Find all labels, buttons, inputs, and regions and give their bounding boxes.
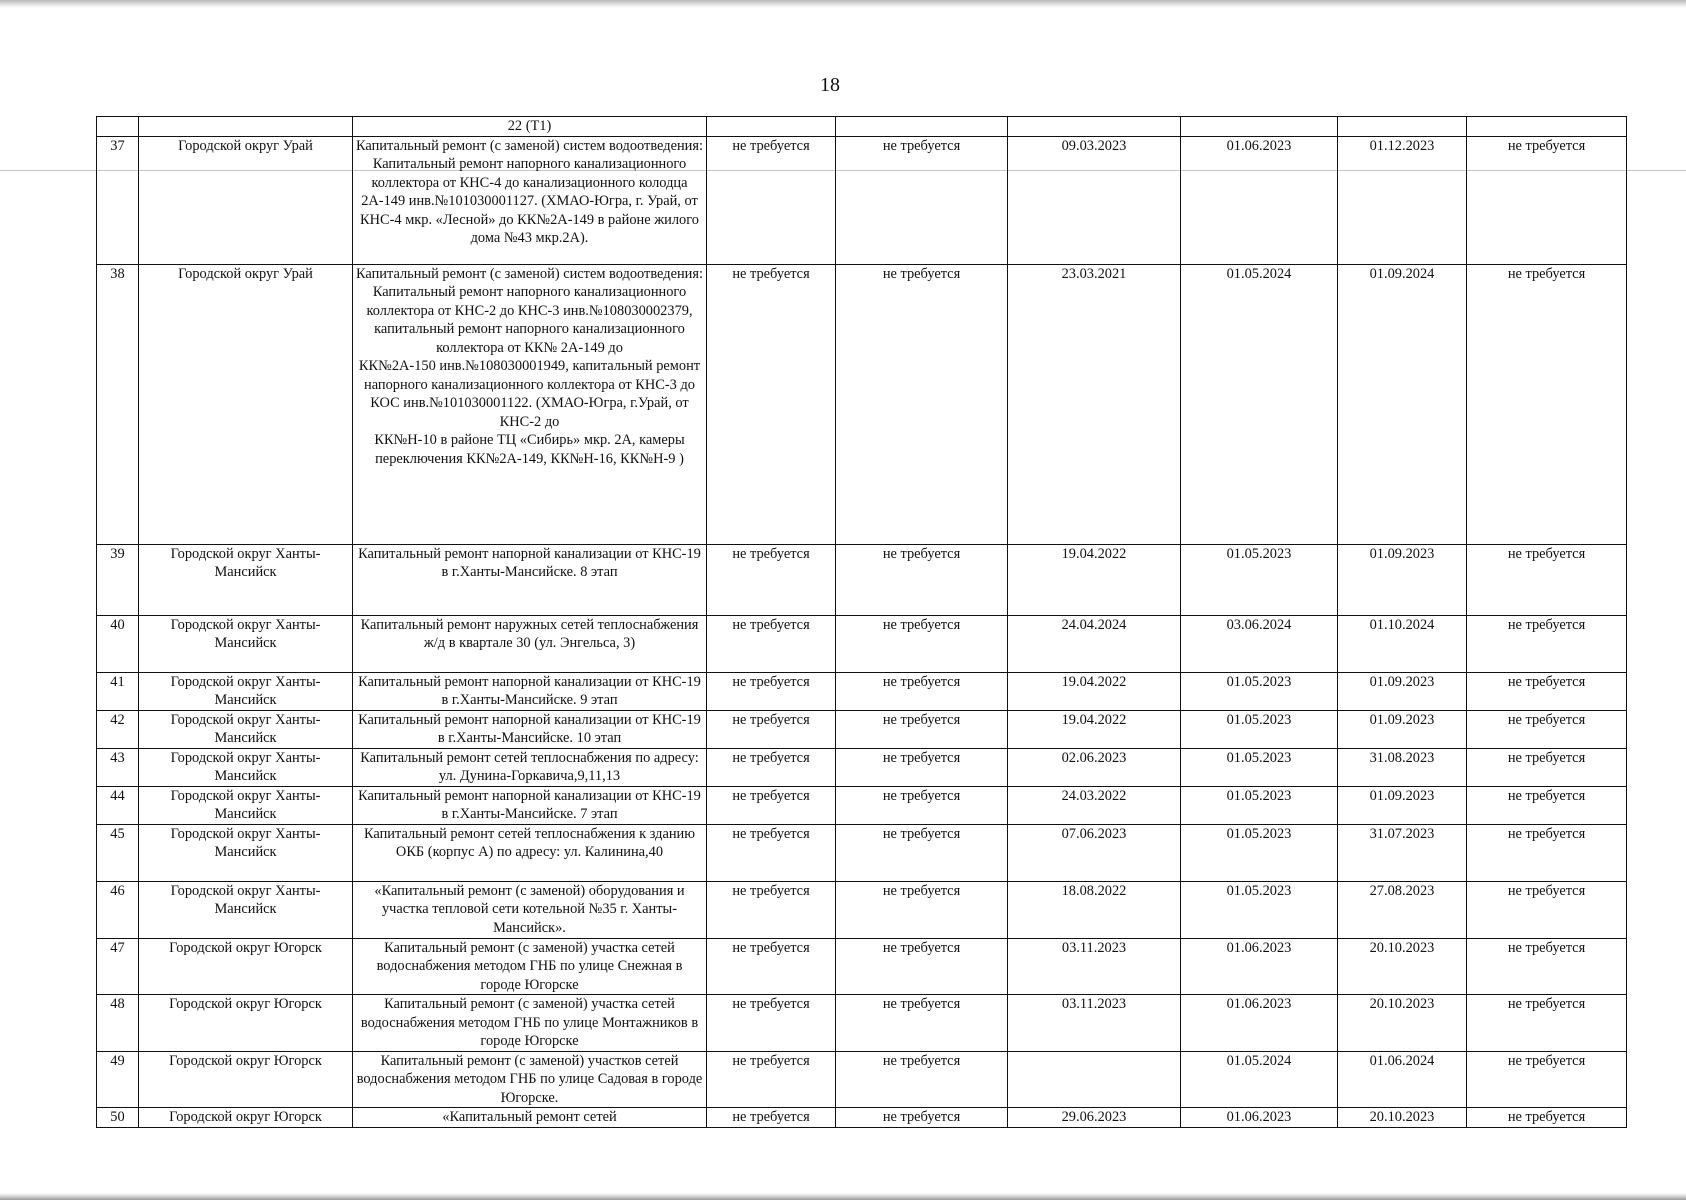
cell-description: «Капитальный ремонт сетей: [353, 1108, 707, 1128]
cell-date-2: 03.06.2024: [1181, 615, 1338, 672]
cell-requirement-1: не требуется: [707, 136, 836, 264]
cell-date-2: 01.05.2023: [1181, 672, 1338, 710]
cell-requirement-2: не требуется: [836, 615, 1008, 672]
table-row: [97, 995, 1627, 1052]
cell-requirement-1: не требуется: [707, 544, 836, 615]
cell-number: 39: [97, 544, 139, 615]
cell-number: 44: [97, 786, 139, 824]
cell-date-2: 01.05.2023: [1181, 881, 1338, 938]
cell-date-2: 01.06.2023: [1181, 1108, 1338, 1128]
cell-date-1: 19.04.2022: [1008, 672, 1181, 710]
cell-date-3: 01.12.2023: [1338, 136, 1467, 264]
scan-edge-top: [0, 0, 1686, 8]
cell-requirement-1: не требуется: [707, 1108, 836, 1128]
table-row: [97, 544, 1627, 615]
cell-requirement-2: не требуется: [836, 748, 1008, 786]
cell-number: 46: [97, 881, 139, 938]
cell-date-2: 01.06.2023: [1181, 136, 1338, 264]
cell-number: [97, 117, 139, 137]
cell-date-1: 19.04.2022: [1008, 544, 1181, 615]
cell-date-2: 01.05.2023: [1181, 710, 1338, 748]
cell-requirement-1: не требуется: [707, 938, 836, 995]
cell-date-3: 01.09.2023: [1338, 710, 1467, 748]
cell-date-1: 09.03.2023: [1008, 136, 1181, 264]
cell-municipality: Городской округ Югорск: [139, 1108, 353, 1128]
cell-date-3: 31.08.2023: [1338, 748, 1467, 786]
cell-description: Капитальный ремонт (с заменой) систем водоотведения: Капитальный ремонт напорного канализационного коллектора от КНС-4 до канализационного колодца 2А-149 инв.№101030001127. (ХМАО-Югра, г. Урай, от КНС-4 мкр. «Лесной» до КК№2А-149 в районе жилого дома №43 мкр.2А).: [353, 136, 707, 264]
cell-description: Капитальный ремонт напорной канализации от КНС-19 в г.Ханты-Мансийске. 7 этап: [353, 786, 707, 824]
cell-municipality: Городской округ Югорск: [139, 1051, 353, 1108]
cell-requirement-2: не требуется: [836, 1108, 1008, 1128]
cell-requirement-3: не требуется: [1467, 615, 1627, 672]
cell-date-2: 01.05.2024: [1181, 1051, 1338, 1108]
cell-requirement-1: не требуется: [707, 710, 836, 748]
cell-municipality: Городской округ Ханты-Мансийск: [139, 544, 353, 615]
scan-edge-bottom: [0, 1193, 1686, 1200]
table-row: [97, 938, 1627, 995]
cell-empty: [1008, 117, 1181, 137]
continuation-row: [97, 117, 1627, 137]
cell-description: Капитальный ремонт напорной канализации от КНС-19 в г.Ханты-Мансийске. 8 этап: [353, 544, 707, 615]
cell-number: 40: [97, 615, 139, 672]
table-row: [97, 710, 1627, 748]
cell-date-1: 24.04.2024: [1008, 615, 1181, 672]
cell-number: 41: [97, 672, 139, 710]
cell-date-3: 01.09.2023: [1338, 544, 1467, 615]
cell-date-1: 29.06.2023: [1008, 1108, 1181, 1128]
cell-requirement-3: не требуется: [1467, 136, 1627, 264]
cell-number: 47: [97, 938, 139, 995]
cell-requirement-1: не требуется: [707, 824, 836, 881]
cell-municipality: Городской округ Ханты-Мансийск: [139, 615, 353, 672]
cell-empty: [707, 117, 836, 137]
cell-requirement-1: не требуется: [707, 615, 836, 672]
cell-date-1: 18.08.2022: [1008, 881, 1181, 938]
cell-requirement-3: не требуется: [1467, 881, 1627, 938]
cell-requirement-3: не требуется: [1467, 710, 1627, 748]
cell-number: 50: [97, 1108, 139, 1128]
cell-description: Капитальный ремонт (с заменой) систем водоотведения: Капитальный ремонт напорного канализационного коллектора от КНС-2 до КНС-3 инв.№108030002379, капитальный ремонт напорного канализационного коллектора от КК№ 2А-149 до КК№2А-150 инв.№108030001949, капитальный ремонт напорного канализационного коллектора от КНС-3 до КОС инв.№101030001122. (ХМАО-Югра, г.Урай, от КНС-2 до КК№Н-10 в районе ТЦ «Сибирь» мкр. 2А, камеры переключения КК№2А-149, КК№Н-16, КК№Н-9 ): [353, 264, 707, 544]
cell-municipality: Городской округ Югорск: [139, 938, 353, 995]
table-row: [97, 264, 1627, 544]
cell-requirement-3: не требуется: [1467, 1051, 1627, 1108]
cell-description: Капитальный ремонт наружных сетей теплоснабжения ж/д в квартале 30 (ул. Энгельса, 3): [353, 615, 707, 672]
cell-number: 49: [97, 1051, 139, 1108]
cell-empty: [1467, 117, 1627, 137]
cell-requirement-2: не требуется: [836, 672, 1008, 710]
cell-requirement-2: не требуется: [836, 264, 1008, 544]
cell-date-3: 01.09.2023: [1338, 672, 1467, 710]
cell-date-2: 01.05.2023: [1181, 544, 1338, 615]
cell-requirement-1: не требуется: [707, 264, 836, 544]
cell-municipality: Городской округ Ханты-Мансийск: [139, 710, 353, 748]
cell-date-2: 01.05.2023: [1181, 824, 1338, 881]
cell-requirement-1: не требуется: [707, 995, 836, 1052]
cell-number: 42: [97, 710, 139, 748]
table-row: [97, 786, 1627, 824]
cell-municipality: Городской округ Ханты-Мансийск: [139, 748, 353, 786]
cell-date-3: 31.07.2023: [1338, 824, 1467, 881]
cell-number: 48: [97, 995, 139, 1052]
cell-date-2: 01.05.2024: [1181, 264, 1338, 544]
cell-description: Капитальный ремонт сетей теплоснабжения к зданию ОКБ (корпус А) по адресу: ул. Калинина,40: [353, 824, 707, 881]
cell-municipality: Городской округ Ханты-Мансийск: [139, 786, 353, 824]
cell-municipality: Городской округ Урай: [139, 136, 353, 264]
cell-date-2: 01.05.2023: [1181, 748, 1338, 786]
table-row: [97, 824, 1627, 881]
cell-requirement-3: не требуется: [1467, 748, 1627, 786]
table-row: [97, 881, 1627, 938]
cell-date-1: 24.03.2022: [1008, 786, 1181, 824]
cell-requirement-2: не требуется: [836, 786, 1008, 824]
cell-requirement-3: не требуется: [1467, 938, 1627, 995]
cell-number: 45: [97, 824, 139, 881]
cell-date-1: 03.11.2023: [1008, 938, 1181, 995]
cell-date-1: 07.06.2023: [1008, 824, 1181, 881]
cell-description: 22 (Т1): [353, 117, 707, 137]
cell-description: Капитальный ремонт напорной канализации от КНС-19 в г.Ханты-Мансийске. 9 этап: [353, 672, 707, 710]
cell-description: Капитальный ремонт (с заменой) участка сетей водоснабжения методом ГНБ по улице Снежная в городе Югорске: [353, 938, 707, 995]
cell-requirement-3: не требуется: [1467, 672, 1627, 710]
cell-date-1: [1008, 1051, 1181, 1108]
cell-description: Капитальный ремонт (с заменой) участков сетей водоснабжения методом ГНБ по улице Садовая в городе Югорске.: [353, 1051, 707, 1108]
cell-date-3: 01.09.2024: [1338, 264, 1467, 544]
cell-date-1: 19.04.2022: [1008, 710, 1181, 748]
table-row: [97, 748, 1627, 786]
cell-municipality: [139, 117, 353, 137]
cell-requirement-3: не требуется: [1467, 824, 1627, 881]
cell-requirement-2: не требуется: [836, 995, 1008, 1052]
cell-requirement-1: не требуется: [707, 786, 836, 824]
cell-requirement-2: не требуется: [836, 544, 1008, 615]
page-number: 18: [820, 74, 840, 96]
cell-date-3: 01.06.2024: [1338, 1051, 1467, 1108]
cell-requirement-1: не требуется: [707, 748, 836, 786]
cell-municipality: Городской округ Ханты-Мансийск: [139, 672, 353, 710]
cell-date-3: 20.10.2023: [1338, 938, 1467, 995]
cell-date-1: 02.06.2023: [1008, 748, 1181, 786]
cell-requirement-1: не требуется: [707, 881, 836, 938]
cell-requirement-1: не требуется: [707, 1051, 836, 1108]
cell-requirement-2: не требуется: [836, 136, 1008, 264]
cell-municipality: Городской округ Урай: [139, 264, 353, 544]
cell-description: «Капитальный ремонт (с заменой) оборудования и участка тепловой сети котельной №35 г. Ханты-Мансийск».: [353, 881, 707, 938]
cell-number: 43: [97, 748, 139, 786]
cell-requirement-2: не требуется: [836, 881, 1008, 938]
table-row: [97, 615, 1627, 672]
cell-date-1: 23.03.2021: [1008, 264, 1181, 544]
cell-requirement-3: не требуется: [1467, 786, 1627, 824]
cell-number: 37: [97, 136, 139, 264]
cell-municipality: Городской округ Ханты-Мансийск: [139, 881, 353, 938]
cell-municipality: Городской округ Ханты-Мансийск: [139, 824, 353, 881]
cell-requirement-3: не требуется: [1467, 995, 1627, 1052]
cell-date-3: 27.08.2023: [1338, 881, 1467, 938]
cell-date-2: 01.06.2023: [1181, 995, 1338, 1052]
cell-requirement-1: не требуется: [707, 672, 836, 710]
cell-requirement-2: не требуется: [836, 938, 1008, 995]
cell-date-1: 03.11.2023: [1008, 995, 1181, 1052]
cell-number: 38: [97, 264, 139, 544]
table-row: [97, 1108, 1627, 1128]
cell-requirement-2: не требуется: [836, 710, 1008, 748]
cell-description: Капитальный ремонт (с заменой) участка сетей водоснабжения методом ГНБ по улице Монтажников в городе Югорске: [353, 995, 707, 1052]
cell-date-3: 20.10.2023: [1338, 1108, 1467, 1128]
cell-date-2: 01.05.2023: [1181, 786, 1338, 824]
cell-empty: [1181, 117, 1338, 137]
cell-requirement-3: не требуется: [1467, 1108, 1627, 1128]
cell-municipality: Городской округ Югорск: [139, 995, 353, 1052]
table-row: [97, 136, 1627, 264]
cell-requirement-3: не требуется: [1467, 544, 1627, 615]
cell-requirement-2: не требуется: [836, 1051, 1008, 1108]
cell-date-2: 01.06.2023: [1181, 938, 1338, 995]
table-row: [97, 1051, 1627, 1108]
cell-requirement-2: не требуется: [836, 824, 1008, 881]
cell-date-3: 01.09.2023: [1338, 786, 1467, 824]
cell-empty: [1338, 117, 1467, 137]
cell-date-3: 01.10.2024: [1338, 615, 1467, 672]
cell-description: Капитальный ремонт сетей теплоснабжения по адресу: ул. Дунина-Горкавича,9,11,13: [353, 748, 707, 786]
cell-empty: [836, 117, 1008, 137]
cell-description: Капитальный ремонт напорной канализации от КНС-19 в г.Ханты-Мансийске. 10 этап: [353, 710, 707, 748]
works-schedule-table: [96, 116, 1627, 1128]
table-row: [97, 672, 1627, 710]
cell-date-3: 20.10.2023: [1338, 995, 1467, 1052]
cell-requirement-3: не требуется: [1467, 264, 1627, 544]
